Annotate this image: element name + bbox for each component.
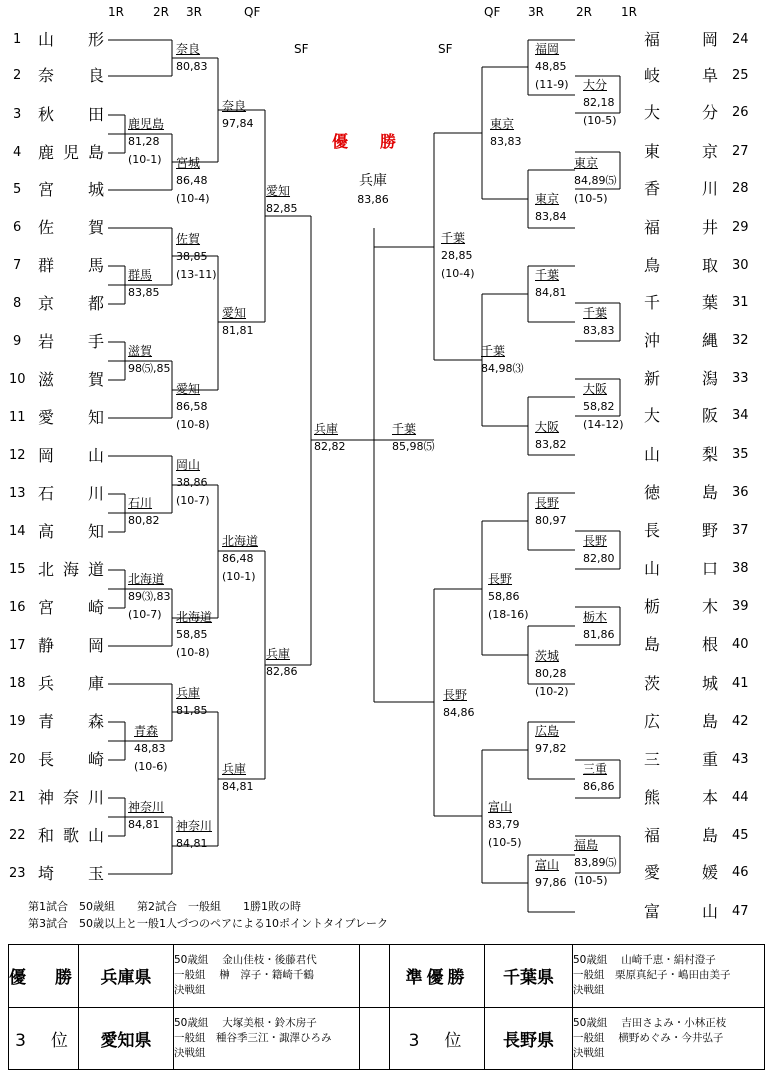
- match-winner: 奈良: [222, 99, 247, 113]
- team-number: 46: [732, 865, 749, 880]
- match-score: 80,28: [535, 667, 567, 680]
- team-number: 40: [732, 637, 749, 652]
- match-score: 82,18: [583, 96, 615, 109]
- team-name: 滋 賀: [38, 370, 104, 389]
- format-note-2: 第3試合 50歳以上と一般1人づつのペアによる10ポイントタイブレーク: [28, 917, 388, 930]
- player-line: 決戦組: [573, 984, 605, 997]
- team-number: 6: [13, 220, 22, 235]
- team-name: 宮 城: [38, 180, 104, 199]
- round-header-3r-left: 3R: [186, 5, 202, 19]
- match-score: 58,86: [488, 590, 520, 603]
- team-name: 三 重: [644, 750, 718, 769]
- team-number: 44: [732, 790, 749, 805]
- rank-cell: 3 位: [390, 1007, 485, 1070]
- round-header-sf-left: SF: [294, 42, 309, 56]
- team-name: 香 川: [644, 179, 718, 198]
- match-score: 81,81: [222, 324, 254, 337]
- match-score: 38,85: [176, 250, 208, 263]
- match-winner: 佐賀: [176, 232, 201, 246]
- match-score: 89⑶,83: [128, 590, 171, 603]
- team-name: 秋 田: [38, 105, 104, 124]
- team-name: 大 分: [644, 103, 718, 122]
- match-winner: 滋賀: [128, 344, 153, 358]
- team-name: 神奈川: [38, 788, 104, 807]
- team-name: 東 京: [644, 142, 718, 161]
- results-table: [8, 944, 765, 1070]
- match-winner: 兵庫: [314, 422, 339, 436]
- team-number: 16: [9, 600, 26, 615]
- round-header-qf-right: QF: [484, 5, 501, 19]
- match-score: 83,83: [490, 135, 522, 148]
- match-score: 97,82: [535, 742, 567, 755]
- team-number: 14: [9, 524, 26, 539]
- match-score: 48,85: [535, 60, 567, 73]
- match-winner: 福島: [574, 838, 599, 852]
- team-name: 奈 良: [38, 66, 104, 85]
- team-number: 17: [9, 638, 26, 653]
- player-line: 決戦組: [573, 1046, 605, 1059]
- match-score: 82,82: [314, 440, 346, 453]
- match-winner: 富山: [488, 800, 513, 814]
- team-name: 熊 本: [644, 788, 718, 807]
- results-row: [9, 945, 765, 1008]
- team-number: 45: [732, 828, 749, 843]
- team-number: 34: [732, 408, 749, 423]
- match-score: 82,85: [266, 202, 298, 215]
- match-tiebreak: (10-2): [535, 685, 569, 698]
- team-name: 長 野: [644, 521, 718, 540]
- team-name: 京 都: [38, 294, 104, 313]
- team-name: 埼 玉: [38, 864, 104, 883]
- team-name: 静 岡: [38, 636, 104, 655]
- match-winner: 千葉: [441, 231, 466, 245]
- team-name: 福 岡: [644, 30, 718, 49]
- team-name: 栃 木: [644, 597, 718, 616]
- match-score: 86,58: [176, 400, 208, 413]
- team-number: 2: [13, 68, 22, 83]
- team-number: 18: [9, 676, 26, 691]
- match-score: 80,82: [128, 514, 160, 527]
- team-number: 7: [13, 258, 22, 273]
- match-score: 97,86: [535, 876, 567, 889]
- match-winner: 千葉: [583, 306, 608, 320]
- round-header-1r-left: 1R: [108, 5, 124, 19]
- rank-cell: 準優勝: [390, 945, 485, 1008]
- round-header-qf-left: QF: [244, 5, 261, 19]
- match-winner: 青森: [134, 724, 159, 738]
- match-score: 81,28: [128, 135, 160, 148]
- team-number: 1: [13, 32, 22, 47]
- match-score: 38,86: [176, 476, 208, 489]
- match-winner: 北海道: [128, 572, 165, 586]
- player-details: [174, 945, 360, 1008]
- match-winner: 三重: [583, 762, 608, 776]
- team-name: 岐 阜: [644, 66, 718, 85]
- team-number: 33: [732, 371, 749, 386]
- team-number: 26: [732, 105, 749, 120]
- match-score: 28,85: [441, 249, 473, 262]
- match-score: 86,48: [176, 174, 208, 187]
- team-number: 4: [13, 145, 22, 160]
- match-winner: 長野: [443, 688, 468, 702]
- player-line: 一般組 榊 淳子・籍崎千鶴: [174, 969, 314, 982]
- champion-title: 優 勝: [332, 132, 397, 151]
- team-name: 島 根: [644, 635, 718, 654]
- match-winner: 宮城: [176, 156, 201, 170]
- team-number: 32: [732, 333, 749, 348]
- team-name: 北海道: [38, 560, 104, 579]
- match-winner: 神奈川: [128, 800, 165, 814]
- team-name: 鳥 取: [644, 256, 718, 275]
- team-name: 和歌山: [38, 826, 104, 845]
- match-winner: 岡山: [176, 458, 201, 472]
- team-number: 21: [9, 790, 26, 805]
- team-name: 兵 庫: [38, 674, 104, 693]
- round-header-1r-right: 1R: [621, 5, 637, 19]
- match-winner: 長野: [535, 496, 560, 510]
- match-winner: 大阪: [535, 420, 560, 434]
- match-tiebreak: (10-5): [574, 192, 608, 205]
- match-score: 84,89⑸: [574, 174, 617, 187]
- match-winner: 鹿児島: [128, 117, 165, 131]
- match-winner: 富山: [535, 858, 560, 872]
- match-score: 84,81: [128, 818, 160, 831]
- team-number: 47: [732, 904, 749, 919]
- team-name: 愛 知: [38, 408, 104, 427]
- match-winner: 千葉: [481, 344, 506, 358]
- team-name: 群 馬: [38, 256, 104, 275]
- team-name: 福 井: [644, 218, 718, 237]
- team-number: 11: [9, 410, 26, 425]
- match-score: 83,89⑸: [574, 856, 617, 869]
- team-name: 長 崎: [38, 750, 104, 769]
- match-score: 83,83: [583, 324, 615, 337]
- round-header-sf-right: SF: [438, 42, 453, 56]
- match-score: 83,84: [535, 210, 567, 223]
- match-winner: 神奈川: [176, 819, 213, 833]
- player-details: [573, 945, 765, 1008]
- round-header-2r-right: 2R: [576, 5, 592, 19]
- player-details: [573, 1007, 765, 1070]
- team-number: 10: [9, 372, 26, 387]
- match-tiebreak: (10-4): [441, 267, 475, 280]
- match-tiebreak: (10-6): [134, 760, 168, 773]
- format-note-1: 第1試合 50歳組 第2試合 一般組 1勝1敗の時: [28, 900, 301, 913]
- match-winner: 兵庫: [222, 762, 247, 776]
- player-line: 50歳組 金山佳枝・後藤君代: [174, 954, 317, 967]
- spacer-cell: [360, 1007, 390, 1070]
- team-number: 29: [732, 220, 749, 235]
- match-winner: 広島: [535, 724, 560, 738]
- match-tiebreak: (10-1): [128, 153, 162, 166]
- team-number: 25: [732, 68, 749, 83]
- match-tiebreak: (10-1): [222, 570, 256, 583]
- match-score: 86,86: [583, 780, 615, 793]
- match-score: 58,82: [583, 400, 615, 413]
- match-winner: 長野: [583, 534, 608, 548]
- match-winner: 北海道: [176, 610, 213, 624]
- match-winner: 福岡: [535, 42, 560, 56]
- prefecture-cell: 兵庫県: [79, 945, 174, 1008]
- prefecture-cell: 千葉県: [485, 945, 573, 1008]
- rank-cell: 3 位: [9, 1007, 79, 1070]
- team-name: 石 川: [38, 484, 104, 503]
- spacer-cell: [360, 945, 390, 1008]
- match-tiebreak: (11-9): [535, 78, 569, 91]
- match-score: 83,85: [128, 286, 160, 299]
- player-line: 50歳組 大塚美根・鈴木房子: [174, 1016, 317, 1029]
- match-score: 86,48: [222, 552, 254, 565]
- match-tiebreak: (18-16): [488, 608, 529, 621]
- player-line: 50歳組 山崎千恵・絹村澄子: [573, 954, 716, 967]
- match-score: 83,82: [535, 438, 567, 451]
- match-score: 81,86: [583, 628, 615, 641]
- player-line: 一般組 横野めぐみ・今井弘子: [573, 1031, 724, 1044]
- match-winner: 東京: [574, 156, 599, 170]
- match-score: 84,98⑶: [481, 362, 524, 375]
- team-number: 28: [732, 181, 749, 196]
- match-winner: 奈良: [176, 42, 201, 56]
- round-header-2r-left: 2R: [153, 5, 169, 19]
- match-winner: 兵庫: [176, 686, 201, 700]
- match-score: 82,86: [266, 665, 298, 678]
- team-number: 22: [9, 828, 26, 843]
- match-tiebreak: (10-8): [176, 418, 210, 431]
- team-name: 山 形: [38, 30, 104, 49]
- team-number: 41: [732, 676, 749, 691]
- team-number: 8: [13, 296, 22, 311]
- player-line: 50歳組 吉田さよみ・小林正枝: [573, 1016, 727, 1029]
- match-tiebreak: (10-7): [128, 608, 162, 621]
- team-name: 愛 媛: [644, 863, 718, 882]
- match-winner: 石川: [128, 496, 153, 510]
- match-winner: 愛知: [266, 184, 291, 198]
- match-score: 84,81: [535, 286, 567, 299]
- team-number: 20: [9, 752, 26, 767]
- match-score: 81,85: [176, 704, 208, 717]
- team-number: 19: [9, 714, 26, 729]
- team-name: 山 口: [644, 559, 718, 578]
- match-score: 82,80: [583, 552, 615, 565]
- team-name: 茨 城: [644, 674, 718, 693]
- match-winner: 茨城: [535, 649, 560, 663]
- match-tiebreak: (10-5): [583, 114, 617, 127]
- team-name: 沖 縄: [644, 331, 718, 350]
- team-name: 青 森: [38, 712, 104, 731]
- team-number: 3: [13, 107, 22, 122]
- round-header-3r-right: 3R: [528, 5, 544, 19]
- team-name: 徳 島: [644, 483, 718, 502]
- match-tiebreak: (10-8): [176, 646, 210, 659]
- team-number: 5: [13, 182, 22, 197]
- match-score: 84,81: [222, 780, 254, 793]
- match-winner: 愛知: [176, 382, 201, 396]
- match-score: 84,86: [443, 706, 475, 719]
- match-winner: 北海道: [222, 534, 259, 548]
- match-score: 58,85: [176, 628, 208, 641]
- match-tiebreak: (10-7): [176, 494, 210, 507]
- team-number: 12: [9, 448, 26, 463]
- team-number: 15: [9, 562, 26, 577]
- match-winner: 愛知: [222, 306, 247, 320]
- team-number: 42: [732, 714, 749, 729]
- team-name: 高 知: [38, 522, 104, 541]
- team-name: 宮 崎: [38, 598, 104, 617]
- team-number: 23: [9, 866, 26, 881]
- match-score: 48,83: [134, 742, 166, 755]
- team-number: 9: [13, 334, 22, 349]
- player-line: 決戦組: [174, 1046, 206, 1059]
- team-name: 佐 賀: [38, 218, 104, 237]
- match-winner: 大阪: [583, 382, 608, 396]
- team-number: 36: [732, 485, 749, 500]
- team-number: 43: [732, 752, 749, 767]
- player-line: 一般組 栗原真紀子・嶋田由美子: [573, 969, 731, 982]
- match-score: 97,84: [222, 117, 254, 130]
- player-line: 決戦組: [174, 984, 206, 997]
- match-winner: 群馬: [128, 268, 153, 282]
- team-number: 13: [9, 486, 26, 501]
- match-winner: 兵庫: [266, 647, 291, 661]
- match-score: 83,79: [488, 818, 520, 831]
- team-number: 38: [732, 561, 749, 576]
- team-name: 鹿児島: [38, 143, 104, 162]
- match-score: 85,98⑸: [392, 440, 435, 453]
- team-number: 27: [732, 144, 749, 159]
- match-tiebreak: (10-4): [176, 192, 210, 205]
- prefecture-cell: 愛知県: [79, 1007, 174, 1070]
- match-winner: 長野: [488, 572, 513, 586]
- prefecture-cell: 長野県: [485, 1007, 573, 1070]
- team-number: 30: [732, 258, 749, 273]
- team-name: 広 島: [644, 712, 718, 731]
- match-tiebreak: (10-5): [574, 874, 608, 887]
- match-score: 80,83: [176, 60, 208, 73]
- match-winner: 東京: [490, 117, 515, 131]
- match-winner: 東京: [535, 192, 560, 206]
- champion-name: 兵庫: [359, 173, 387, 189]
- team-name: 福 島: [644, 826, 718, 845]
- team-name: 富 山: [644, 902, 718, 921]
- match-winner: 千葉: [392, 422, 417, 436]
- results-row: [9, 1007, 765, 1070]
- match-tiebreak: (13-11): [176, 268, 217, 281]
- team-name: 新 潟: [644, 369, 718, 388]
- team-name: 大 阪: [644, 406, 718, 425]
- team-name: 山 梨: [644, 445, 718, 464]
- team-number: 35: [732, 447, 749, 462]
- match-tiebreak: (10-5): [488, 836, 522, 849]
- team-name: 岡 山: [38, 446, 104, 465]
- match-score: 84,81: [176, 837, 208, 850]
- team-name: 千 葉: [644, 293, 718, 312]
- match-score: 98⑸,85: [128, 362, 171, 375]
- team-number: 24: [732, 32, 749, 47]
- team-number: 31: [732, 295, 749, 310]
- champion-score: 83,86: [357, 193, 389, 206]
- match-score: 80,97: [535, 514, 567, 527]
- match-winner: 千葉: [535, 268, 560, 282]
- player-details: [174, 1007, 360, 1070]
- match-winner: 大分: [583, 78, 608, 92]
- team-name: 岩 手: [38, 332, 104, 351]
- match-tiebreak: (14-12): [583, 418, 624, 431]
- team-number: 39: [732, 599, 749, 614]
- match-winner: 栃木: [583, 610, 608, 624]
- team-number: 37: [732, 523, 749, 538]
- rank-cell: 優 勝: [9, 945, 79, 1008]
- player-line: 一般組 種谷季三江・諏澤ひろみ: [174, 1031, 332, 1044]
